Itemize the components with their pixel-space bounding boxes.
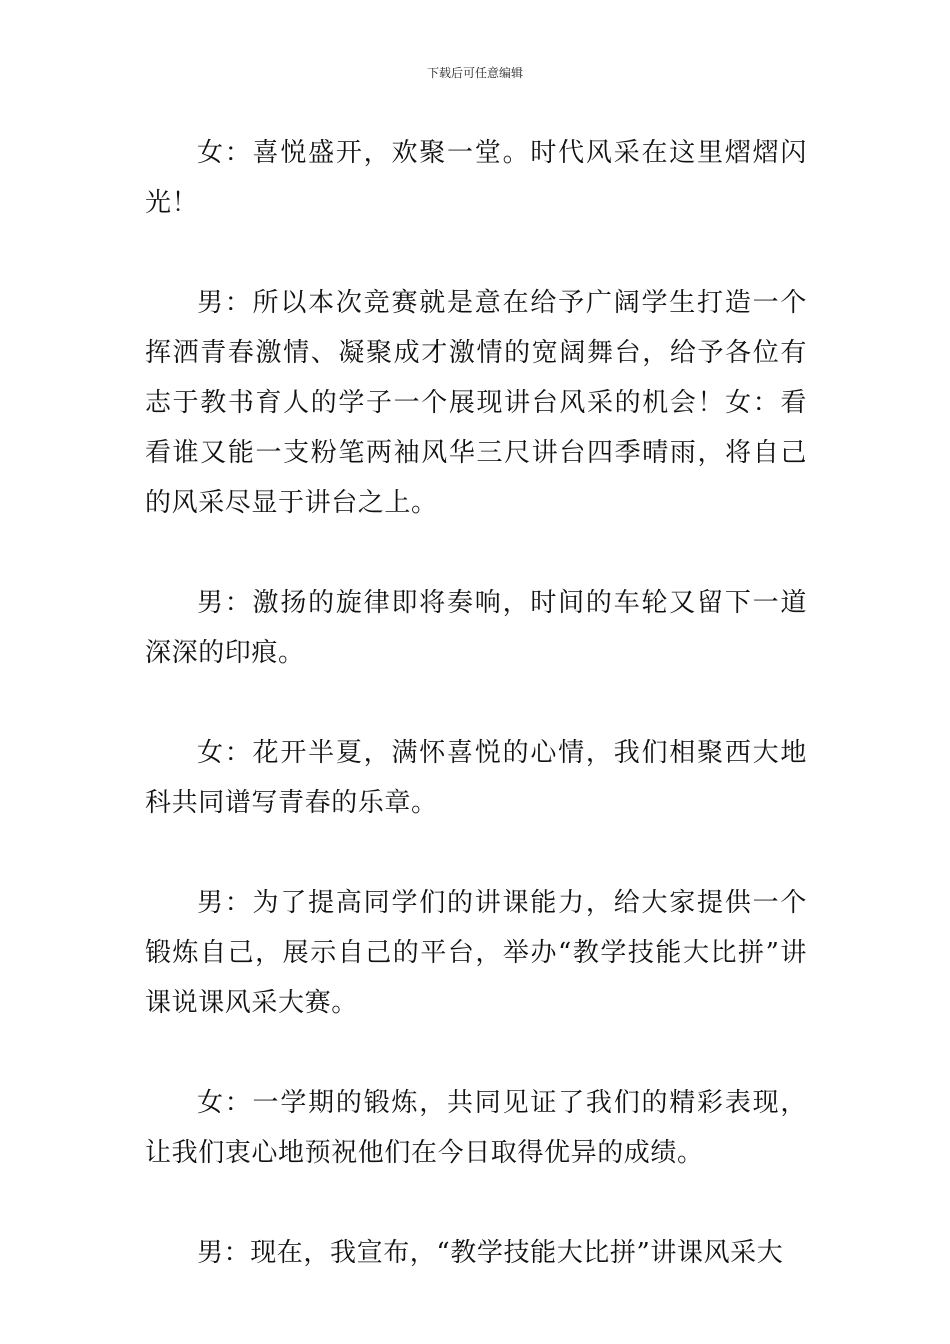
paragraph-gap [145, 828, 807, 878]
paragraph-gap [145, 678, 807, 728]
paragraph-gap [145, 228, 807, 278]
paragraph-4: 女：花开半夏，满怀喜悦的心情，我们相聚西大地科共同谱写青春的乐章。 [145, 738, 807, 818]
document-body [145, 128, 807, 1278]
paragraph-5: 男：为了提高同学们的讲课能力，给大家提供一个锻炼自己，展示自己的平台，举办“教学技能大比拼”讲课说课风采大赛。 [145, 888, 807, 1018]
paragraph-7: 男：现在，我宣布，“教学技能大比拼”讲课风采大 [197, 1238, 784, 1268]
paragraph-gap [145, 1178, 807, 1228]
paragraph-2: 男：所以本次竞赛就是意在给予广阔学生打造一个挥洒青春激情、凝聚成才激情的宽阔舞台，给予各位有志于教书育人的学子一个展现讲台风采的机会！女：看看谁又能一支粉笔两袖风华三尺讲台四季晴雨，将自己的风采尽显于讲台之上。 [145, 288, 807, 518]
page-header-note: 下载后可任意编辑 [426, 66, 523, 80]
paragraph-3: 男：激扬的旋律即将奏响，时间的车轮又留下一道深深的印痕。 [145, 588, 807, 668]
paragraph-1: 女：喜悦盛开，欢聚一堂。时代风采在这里熠熠闪光！ [145, 138, 807, 218]
paragraph-6: 女：一学期的锻炼，共同见证了我们的精彩表现，让我们衷心地预祝他们在今日取得优异的成绩。 [145, 1088, 807, 1168]
paragraph-gap [145, 528, 807, 578]
paragraph-gap [145, 1028, 807, 1078]
